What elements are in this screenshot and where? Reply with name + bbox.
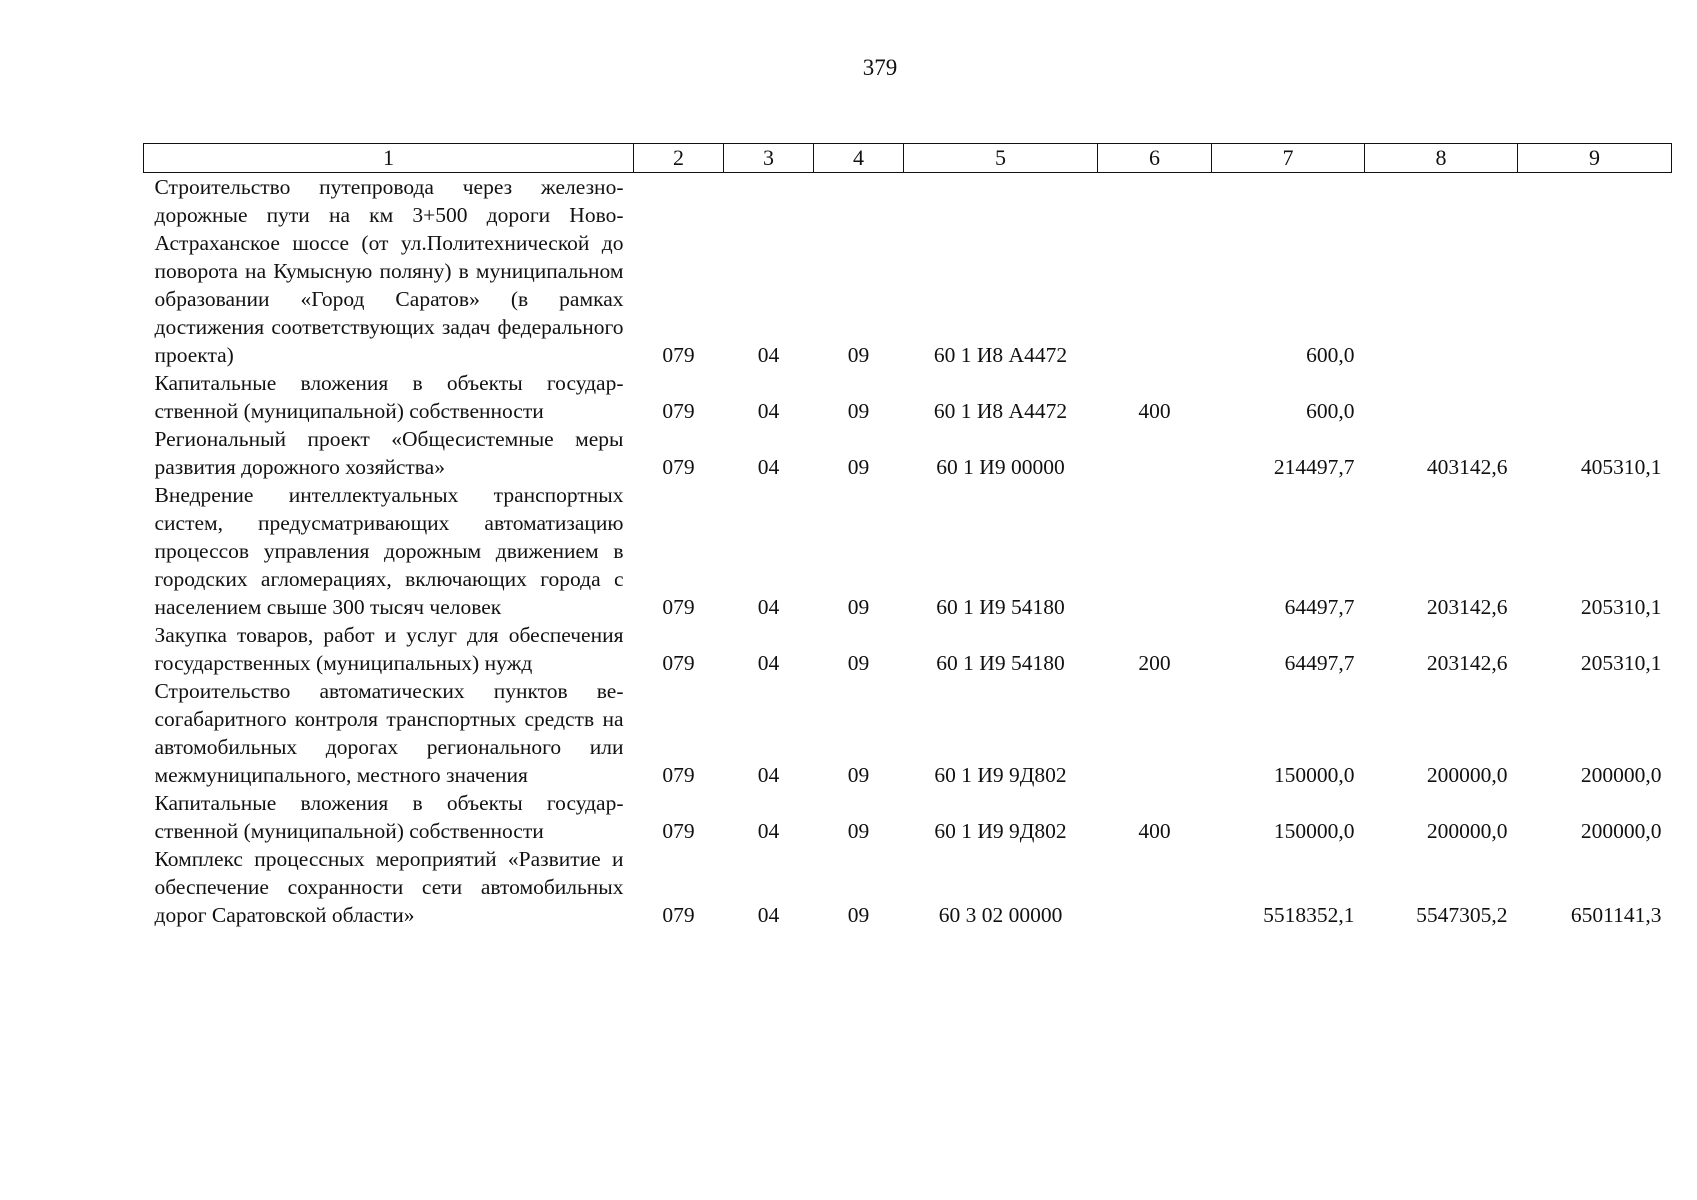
item-name: Региональный проект «Общесистемные меры развития дорожного хозяйства» (154, 427, 624, 479)
expense-type (1098, 173, 1212, 370)
ministry-code: 079 (662, 819, 695, 843)
subsection-code: 09 (847, 763, 870, 787)
column-header: 4 (814, 144, 904, 173)
expense-type (1098, 481, 1212, 621)
item-name: Закупка товаров, работ и услуг для обеспечения государственных (муниципальных) нужд (154, 623, 624, 675)
ministry-code: 079 (662, 455, 695, 479)
ministry-code: 079 (662, 763, 695, 787)
section-code: 04 (757, 763, 780, 787)
table-row (144, 789, 1672, 845)
amount-col9: 200000,0 (1580, 819, 1662, 843)
item-name: Строительство автоматических пунктов весогабаритного контроля транспортных средств на автомобильных дорогах регионального или межмуниципального, местного значения (154, 679, 624, 787)
amount-col9 (1518, 369, 1672, 425)
item-name: Внедрение интеллектуальных транспортных систем, предусматривающих автоматизацию процессов управления дорожным движением в городских агломерациях, включающих города с населением свыше 300 тысяч человек (154, 483, 624, 619)
subsection-code: 09 (847, 455, 870, 479)
table-row (144, 173, 1672, 370)
amount-col7: 600,0 (1306, 399, 1355, 423)
item-name: Капитальные вложения в объекты государственной (муниципальной) собственности (154, 371, 624, 423)
amount-col9 (1518, 173, 1672, 370)
column-header: 9 (1518, 144, 1672, 173)
section-code: 04 (757, 819, 780, 843)
target-article: 60 1 И9 9Д802 (934, 819, 1067, 843)
table-row (144, 677, 1672, 789)
amount-col8: 203142,6 (1426, 651, 1508, 675)
subsection-code: 09 (847, 595, 870, 619)
page-number: 379 (862, 55, 898, 80)
ministry-code: 079 (662, 651, 695, 675)
expense-type (1098, 845, 1212, 929)
target-article: 60 3 02 00000 (938, 903, 1063, 927)
target-article: 60 1 И9 54180 (936, 651, 1065, 675)
subsection-code: 09 (847, 399, 870, 423)
section-code: 04 (757, 651, 780, 675)
table-row (144, 621, 1672, 677)
target-article: 60 1 И9 54180 (936, 595, 1065, 619)
amount-col9: 6501141,3 (1570, 903, 1662, 927)
target-article: 60 1 И9 9Д802 (934, 763, 1067, 787)
column-header: 2 (634, 144, 724, 173)
amount-col8: 200000,0 (1426, 763, 1508, 787)
amount-col7: 64497,7 (1284, 651, 1355, 675)
column-header: 5 (904, 144, 1098, 173)
ministry-code: 079 (662, 399, 695, 423)
expense-type: 400 (1138, 819, 1171, 843)
table-row (144, 845, 1672, 929)
section-code: 04 (757, 343, 780, 367)
expense-type (1098, 677, 1212, 789)
item-name: Комплекс процессных мероприятий «Развитие и обеспечение сохранности сети автомобильных дорог Саратовской области» (154, 847, 624, 927)
amount-col8: 200000,0 (1426, 819, 1508, 843)
amount-col8 (1365, 173, 1518, 370)
expense-type: 200 (1138, 651, 1171, 675)
amount-col8: 203142,6 (1426, 595, 1508, 619)
table-row (144, 369, 1672, 425)
expense-type (1098, 425, 1212, 481)
subsection-code: 09 (847, 819, 870, 843)
amount-col7: 600,0 (1306, 343, 1355, 367)
amount-col9: 200000,0 (1580, 763, 1662, 787)
amount-col9: 405310,1 (1580, 455, 1662, 479)
ministry-code: 079 (662, 903, 695, 927)
amount-col8: 403142,6 (1426, 455, 1508, 479)
target-article: 60 1 И8 А4472 (933, 343, 1068, 367)
column-header: 6 (1098, 144, 1212, 173)
budget-table (143, 143, 1672, 929)
amount-col7: 150000,0 (1273, 819, 1355, 843)
amount-col7: 214497,7 (1273, 455, 1355, 479)
table-row (144, 481, 1672, 621)
amount-col9: 205310,1 (1580, 595, 1662, 619)
subsection-code: 09 (847, 343, 870, 367)
subsection-code: 09 (847, 651, 870, 675)
table-row (144, 425, 1672, 481)
column-number-row (144, 144, 1672, 173)
ministry-code: 079 (662, 595, 695, 619)
item-name: Строительство путепровода через железнодорожные пути на км 3+500 дороги Ново-Астраханское шоссе (от ул.Политехнической до поворота на Кумысную поляну) в муниципальном образовании «Город Саратов» (в рамках достижения соответствующих задач федерального проекта) (154, 175, 624, 367)
item-name: Капитальные вложения в объекты государственной (муниципальной) собственности (154, 791, 624, 843)
amount-col8: 5547305,2 (1416, 903, 1508, 927)
subsection-code: 09 (847, 903, 870, 927)
column-header: 7 (1212, 144, 1365, 173)
target-article: 60 1 И8 А4472 (933, 399, 1068, 423)
section-code: 04 (757, 455, 780, 479)
section-code: 04 (757, 595, 780, 619)
amount-col7: 64497,7 (1284, 595, 1355, 619)
target-article: 60 1 И9 00000 (936, 455, 1065, 479)
amount-col8 (1365, 369, 1518, 425)
expense-type: 400 (1138, 399, 1171, 423)
column-header: 8 (1365, 144, 1518, 173)
section-code: 04 (757, 399, 780, 423)
ministry-code: 079 (662, 343, 695, 367)
column-header: 1 (144, 144, 634, 173)
amount-col7: 5518352,1 (1263, 903, 1355, 927)
section-code: 04 (757, 903, 780, 927)
amount-col9: 205310,1 (1580, 651, 1662, 675)
amount-col7: 150000,0 (1273, 763, 1355, 787)
column-header: 3 (724, 144, 814, 173)
